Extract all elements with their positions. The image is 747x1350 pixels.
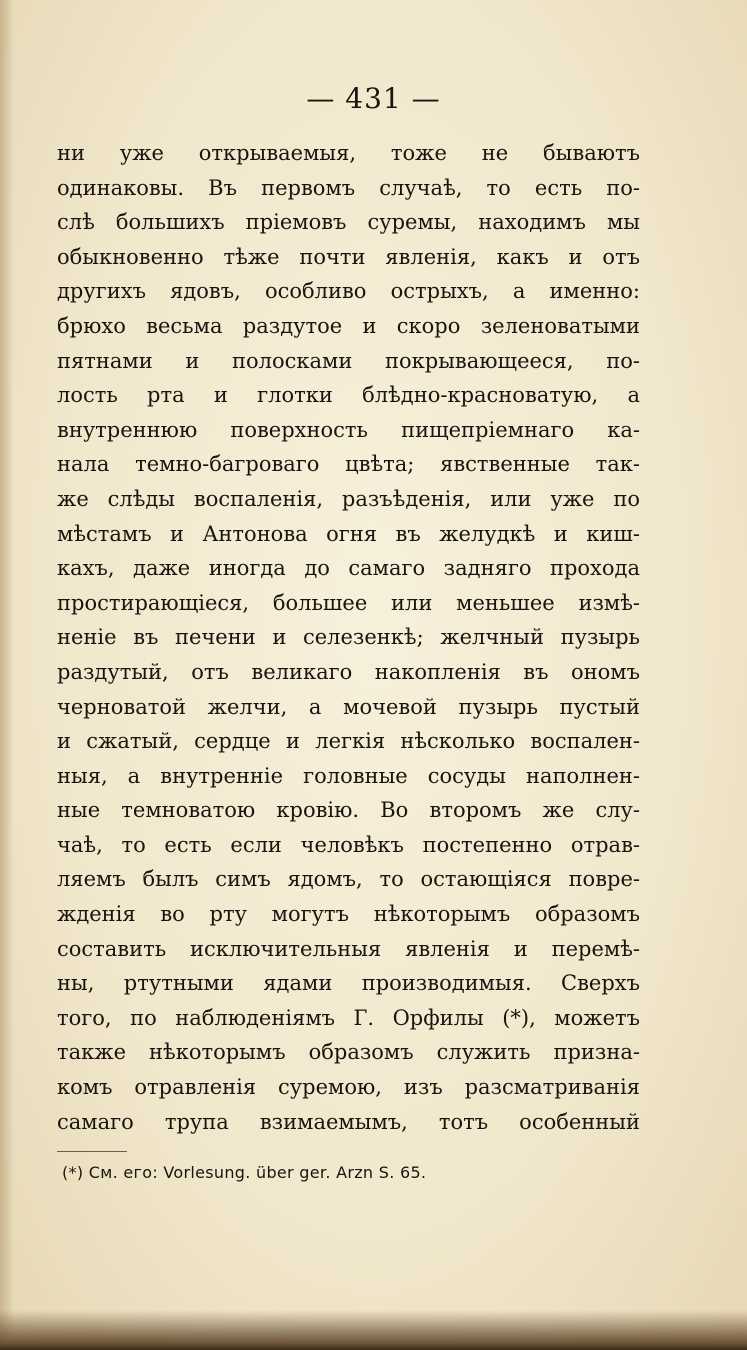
text-line: жденія во рту могутъ нѣкоторымъ образомъ bbox=[57, 902, 640, 927]
text-line: простирающіеся, большее или меньшее измѣ- bbox=[57, 590, 640, 615]
text-line: нала темно-багроваго цвѣта; явственные так- bbox=[57, 452, 640, 477]
text-line: мѣстамъ и Антонова огня въ желудкѣ и киш- bbox=[57, 521, 640, 546]
text-line: другихъ ядовъ, особливо острыхъ, а именно: bbox=[57, 279, 640, 304]
text-line: обыкновенно тѣже почти явленія, какъ и отъ bbox=[57, 244, 640, 269]
text-line: брюхо весьма раздутое и скоро зеленоватыми bbox=[57, 313, 640, 338]
text-line: пятнами и полосками покрывающееся, по- bbox=[57, 348, 640, 373]
text-line: раздутый, отъ великаго накопленія въ ономъ bbox=[57, 659, 640, 684]
text-line: также нѣкоторымъ образомъ служить призна- bbox=[57, 1040, 640, 1065]
text-line: внутреннюю поверхность пищепріемнаго ка- bbox=[57, 417, 640, 442]
footnote: (*) См. его: Vorlesung. über ger. Arzn S. 65. bbox=[62, 1163, 427, 1182]
page-number: — 431 — bbox=[306, 82, 441, 115]
text-line: ные темноватою кровію. Во второмъ же слу- bbox=[57, 798, 640, 823]
body-text bbox=[57, 136, 640, 1139]
text-line: же слѣды воспаленія, разъѣденія, или уже по bbox=[57, 486, 640, 511]
text-line: ляемъ былъ симъ ядомъ, то остающіяся повре- bbox=[57, 867, 640, 892]
text-line: комъ отравленія суремою, изъ разсматриванія bbox=[57, 1075, 640, 1100]
text-line: кахъ, даже иногда до самаго задняго прохода bbox=[57, 556, 640, 581]
text-line: лость рта и глотки блѣдно-красноватую, а bbox=[57, 383, 640, 408]
text-line: самаго трупа взимаемымъ, тотъ особенный bbox=[57, 1109, 640, 1134]
text-line: того, по наблюденіямъ Г. Орфилы (*), можетъ bbox=[57, 1005, 640, 1030]
text-line: ны, ртутными ядами производимыя. Сверхъ bbox=[57, 971, 640, 996]
footnote-rule bbox=[57, 1151, 127, 1152]
text-line: ныя, а внутренніе головные сосуды наполнен- bbox=[57, 763, 640, 788]
text-line: ни уже открываемыя, тоже не бываютъ bbox=[57, 141, 640, 165]
text-line: чаѣ, то есть если человѣкъ постепенно отрав- bbox=[57, 832, 640, 857]
text-line: одинаковы. Въ первомъ случаѣ, то есть по- bbox=[57, 175, 640, 200]
text-line: черноватой желчи, а мочевой пузырь пустый bbox=[57, 694, 640, 719]
text-line: составить исключительныя явленія и перемѣ- bbox=[57, 936, 640, 961]
page-bottom-edge bbox=[0, 1310, 747, 1350]
text-line: неніе въ печени и селезенкѣ; желчный пузырь bbox=[57, 625, 640, 650]
page-edge-shadow bbox=[0, 0, 14, 1350]
text-line: и сжатый, сердце и легкія нѣсколько воспален- bbox=[57, 729, 640, 754]
text-line: слѣ большихъ пріемовъ суремы, находимъ мы bbox=[57, 210, 640, 235]
